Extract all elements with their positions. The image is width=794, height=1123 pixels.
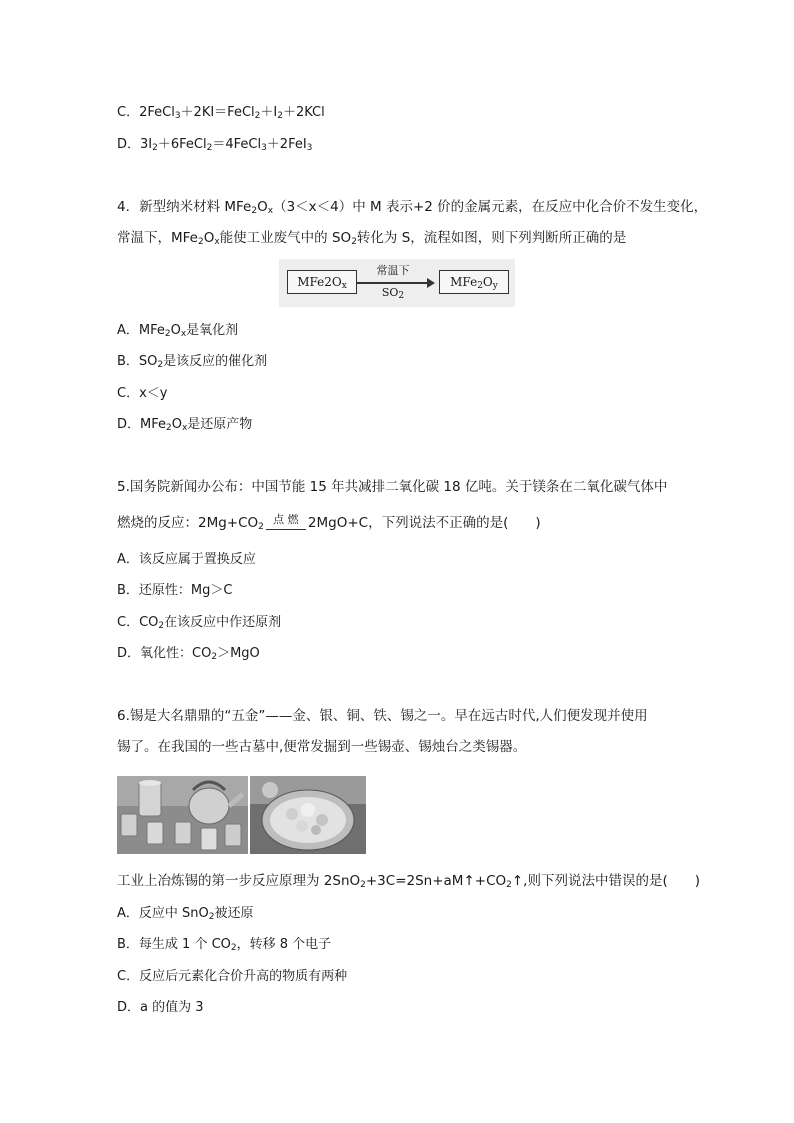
product-box: $MFe_2O_y$ [439, 270, 509, 294]
q6-option-c: C．反应后元素化合价升高的物质有两种 [117, 969, 348, 984]
q6-stem-line2: 锡了。在我国的一些古墓中,便常发掘到一些锡壶、锡烛台之类锡器。 [117, 739, 527, 755]
q5-option-d: D．氧化性：$CO_2>MgO$ [117, 646, 260, 662]
q5-option-c: C．$CO_2$在该反应中作还原剂 [117, 615, 282, 631]
q5-option-a: A．该反应属于置换反应 [117, 552, 256, 567]
q4-option-d: D．$MFe_2O_x$是还原产物 [117, 417, 253, 433]
q6-option-b: B．每生成 1 个 $CO_2$，转移 8 个电子 [117, 937, 332, 953]
q3-option-c: C．$2FeCl_3+2KI=FeCl_2+I_2+2KCl$ [117, 105, 325, 121]
reaction-arrow [357, 282, 429, 284]
tin-plate-photo [250, 776, 366, 854]
q5-option-b: B．还原性：Mg＞C [117, 583, 233, 598]
q3-option-d: D．$3I_2+6FeCl_2=4FeCl_3+2FeI_3$ [117, 137, 313, 153]
q5-stem-line2: 燃烧的反应：$2Mg+CO_2^{点 燃}$ 2MgO+C，下列说法不正确的是( ) [117, 513, 541, 532]
q5-stem-line1: 5.国务院新闻办公布：中国节能 15 年共减排二氧化碳 18 亿吨。关于镁条在二氧化碳气体中 [117, 479, 668, 495]
q4-flow-diagram [279, 259, 515, 307]
q4-stem-line2: 常温下，$MFe_2O_x$能使工业废气中的 $SO_2$转化为 S，流程如图，则下列判断所正确的是 [117, 230, 627, 247]
q4-option-c: C．x＜y [117, 386, 168, 401]
q4-option-b: B．$SO_2$是该反应的催化剂 [117, 354, 268, 370]
reagent-label: $SO_2$ [381, 286, 405, 301]
reactant-box: $MFe2O_x$ [287, 270, 357, 294]
q6-option-a: A．反应中 SnO$_2$被还原 [117, 906, 254, 922]
q6-stem-line1: 6.锡是大名鼎鼎的“五金”——金、银、铜、铁、锡之一。早在远古时代,人们便发现并使用 [117, 708, 648, 724]
tin-teapot-set-photo [117, 776, 248, 854]
q4-stem-line1: 4．新型纳米材料 $MFe_2O_x(3<x<4)$中 M 表示+2 价的金属元素，在反应中化合价不发生变化， [117, 199, 708, 216]
arrow-head-icon [427, 278, 435, 288]
condition-label: 常温下 [376, 264, 410, 277]
q6-stem-line3: 工业上冶炼锡的第一步反应原理为 $2SnO_2+3C=2Sn+aM↑+CO_2↑$,则下列说法中错误的是( ) [117, 873, 701, 890]
q4-option-a: A．$MFe_2O_x$是氧化剂 [117, 323, 239, 339]
ignition-condition: 点 燃 [264, 514, 308, 533]
q6-option-d: D．a 的值为 3 [117, 1000, 204, 1015]
